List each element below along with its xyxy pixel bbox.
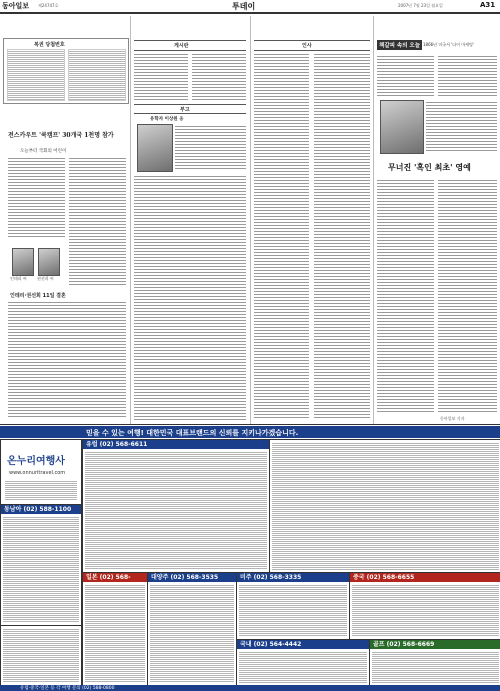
masthead-rule <box>0 12 500 14</box>
ad-region-title: 유럽 (02) 568-6611 <box>83 440 269 449</box>
history-box-title: 책갈피 속의 오늘 <box>377 40 422 50</box>
lottery-table-left <box>7 49 65 101</box>
col4-article-body <box>377 54 434 96</box>
ad-region-europe[interactable] <box>82 439 270 573</box>
col4-byline: 동아일보 기자 <box>440 416 465 421</box>
col4-headline: 무너진 '혹인 최초' 영예 <box>388 162 471 172</box>
ad-brand-logo: 온누리여행사 <box>7 456 65 467</box>
col1-article-body <box>8 300 126 418</box>
col3-header: 인사 <box>302 43 312 49</box>
issue-date: 2007년 7월 23일 월요일 <box>398 3 443 8</box>
ad-region-title: 동남아 (02) 588-1100 <box>1 505 81 514</box>
col4-article-body <box>377 178 434 414</box>
section-title: 투데이 <box>232 2 256 11</box>
obit-name: 유학자 이상원 옹 <box>150 117 184 122</box>
ad-region-listing <box>239 651 367 683</box>
ad-listing-panel <box>0 625 82 686</box>
ad-region-southeast-asia[interactable] <box>0 504 82 626</box>
history-box-subtitle: 1866년 미국서 '다이 마케팅' <box>423 42 474 47</box>
col4-article-body <box>426 100 497 152</box>
issue-number: 제24747호 <box>38 3 59 8</box>
col2-article-body <box>134 52 188 100</box>
ad-region-listing <box>3 516 79 623</box>
ad-region-listing <box>272 442 499 570</box>
lottery-box-title: 복권 당첨번호 <box>34 42 65 48</box>
obit-photo <box>137 124 173 172</box>
obit-header-box <box>134 104 246 114</box>
col4-article-body <box>438 54 497 96</box>
person-photo-1 <box>12 248 34 276</box>
history-photo <box>380 100 424 154</box>
obit-header: 부고 <box>180 107 190 113</box>
col1-article-body <box>69 156 126 286</box>
ad-region-domestic[interactable] <box>236 639 370 686</box>
ad-region-america[interactable] <box>236 572 350 640</box>
ad-region-listing <box>352 584 499 637</box>
ad-brand-url[interactable]: www.onnuritravel.com <box>9 470 66 476</box>
ad-region-golf[interactable] <box>369 639 500 686</box>
col1-headline: 전스카우트 '쿡캠프' 30개국 1천명 참가 <box>8 132 114 139</box>
ad-banner <box>0 426 500 438</box>
masthead-logo: 동아일보 <box>2 1 30 10</box>
ad-region-title: 미주 (02) 568-3335 <box>237 573 349 582</box>
col2-article-body <box>192 52 246 100</box>
ad-region-listing <box>85 451 267 570</box>
photo-caption-1: 인테리 씨 <box>10 276 27 281</box>
ad-region-title: 일본 (02) 568- <box>83 573 147 582</box>
col2-header-box <box>134 40 246 51</box>
col1-subhead: 오늘부터 국회의 어린이 <box>20 149 67 154</box>
col3-article-body <box>254 52 309 420</box>
ad-region-title: 국내 (02) 564-4442 <box>237 640 369 649</box>
col2-article-body <box>175 124 246 170</box>
col2-header: 게시판 <box>174 43 189 49</box>
wedding-headline: 인테리·권선희 11일 결혼 <box>10 293 66 299</box>
lottery-box <box>3 38 129 104</box>
ad-region-listing <box>85 584 145 683</box>
ad-brand-info <box>5 480 77 500</box>
ad-separator <box>0 424 500 425</box>
ad-region-title: 대양주 (02) 568-3535 <box>148 573 236 582</box>
ad-brand-panel <box>0 439 82 505</box>
ad-region-title: 골프 (02) 568-6669 <box>370 640 500 649</box>
masthead <box>0 0 500 12</box>
page-number: A31 <box>480 1 496 9</box>
ad-region-listing <box>3 628 79 683</box>
ad-region-china[interactable] <box>349 572 500 640</box>
ad-bottom-strip-text: 유럽·중국·일본 등 각 여행 문의 (02) 588-0800 <box>20 686 115 691</box>
ad-region-oceania[interactable] <box>147 572 237 686</box>
col1-article-body <box>8 156 65 238</box>
col3-article-body <box>314 52 370 420</box>
photo-caption-2: 권선희 씨 <box>37 276 54 281</box>
ad-region-japan[interactable] <box>82 572 148 686</box>
col4-article-body <box>438 178 497 414</box>
ad-listing-panel <box>269 439 500 573</box>
column-rule <box>130 16 131 424</box>
col2-article-body <box>134 174 246 420</box>
lottery-table-right <box>68 49 126 101</box>
ad-banner-text: 믿을 수 있는 여행! 대한민국 대표브랜드의 신뢰를 지키나가겠습니다. <box>86 429 299 437</box>
history-box-title-bar <box>377 40 497 49</box>
column-rule <box>250 16 251 424</box>
ad-bottom-strip <box>0 685 500 691</box>
ad-region-listing <box>239 584 347 637</box>
col3-header-box <box>254 40 370 51</box>
column-rule <box>373 16 374 424</box>
ad-region-title: 중국 (02) 568-6655 <box>350 573 500 582</box>
person-photo-2 <box>38 248 60 276</box>
ad-region-listing <box>372 651 499 683</box>
ad-region-listing <box>150 584 234 683</box>
